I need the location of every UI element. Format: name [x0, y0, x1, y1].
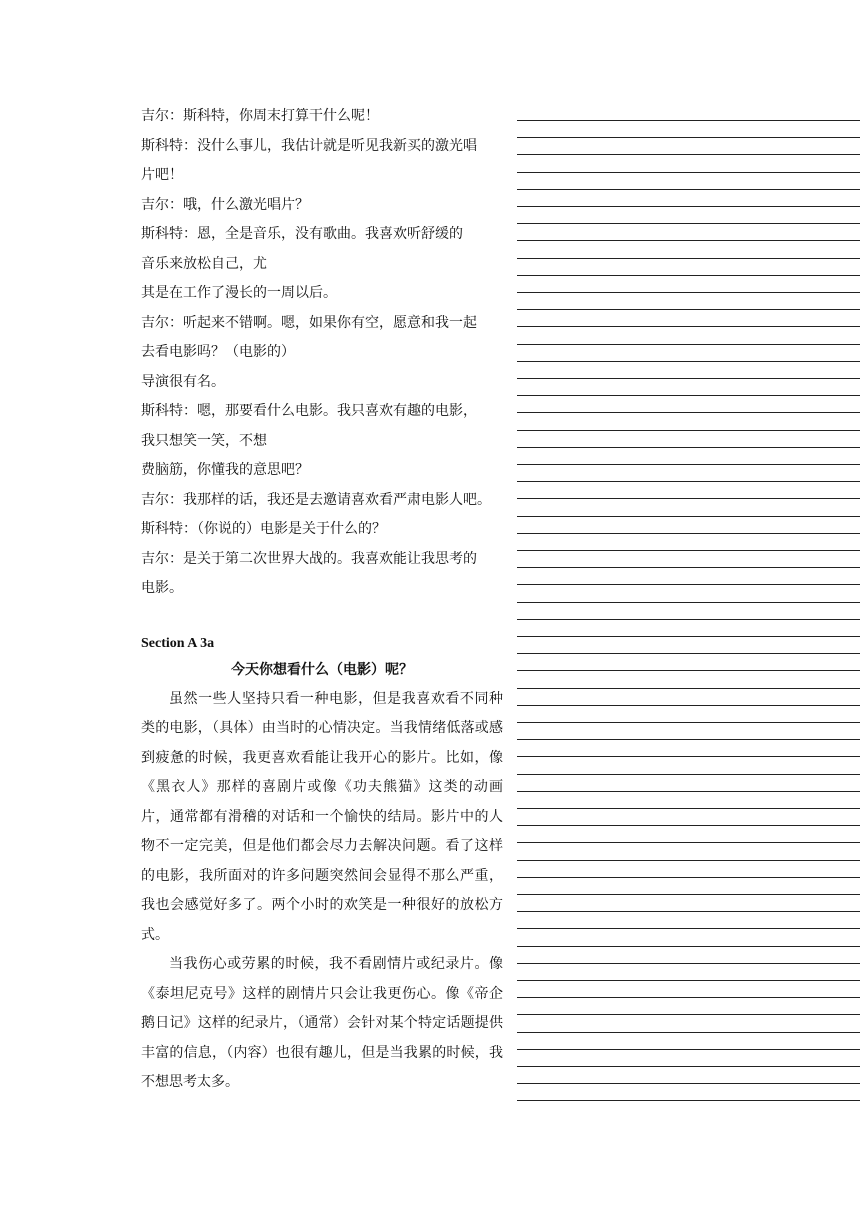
writing-line [517, 326, 860, 327]
writing-line [517, 430, 860, 431]
writing-line [517, 344, 860, 345]
writing-line [517, 189, 860, 190]
writing-line [517, 877, 860, 878]
writing-line [517, 722, 860, 723]
writing-line [517, 1032, 860, 1033]
dialogue-line: 斯科特：恩，全是音乐，没有歌曲。我喜欢听舒缓的 [141, 226, 463, 242]
dialogue-line: 吉尔：听起来不错啊。嗯，如果你有空，愿意和我一起 [141, 314, 477, 331]
writing-line [517, 756, 860, 757]
dialogue [141, 102, 503, 604]
writing-line [517, 1014, 860, 1015]
writing-line [517, 619, 860, 620]
writing-line [517, 911, 860, 912]
writing-line [517, 1066, 860, 1067]
writing-line [517, 172, 860, 173]
writing-line [517, 567, 860, 568]
section-heading: Section A 3a [141, 635, 215, 651]
writing-line [517, 154, 860, 155]
writing-line [517, 550, 860, 551]
passage-paragraph: 虽然一些人坚持只看一种电影，但是我喜欢看不同种类的电影，（具体）由当时的心情决定。当我情绪低落或感到疲惫的时候，我更喜欢看能让我开心的影片。比如，像《黑衣人》那样的喜剧片或像《功夫熊猫》这类的动画片，通常都有滑稽的对话和一个愉快的结局。影片中的人物不一定完美，但是他们都会尽力去解决问题。看了这样的电影，我所面对的许多问题突然间会显得不那么严重，我也会感觉好多了。两个小时的欢笑是一种很好的放松方式。 [141, 690, 503, 943]
writing-line [517, 137, 860, 138]
writing-line [517, 739, 860, 740]
dialogue-line: 斯科特：嗯，那要看什么电影。我只喜欢有趣的电影， [141, 403, 477, 419]
dialogue-line: 斯科特：（你说的）电影是关于什么的？ [141, 521, 386, 537]
writing-line [517, 223, 860, 224]
writing-line [517, 1083, 860, 1084]
writing-line [517, 258, 860, 259]
writing-line [517, 464, 860, 465]
writing-line [517, 584, 860, 585]
writing-line [517, 1049, 860, 1050]
writing-line [517, 670, 860, 671]
passage-title: 今天你想看什么（电影）呢？ [231, 661, 413, 678]
writing-line [517, 705, 860, 706]
dialogue-line: 我只想笑一笑，不想 [141, 432, 267, 449]
writing-line [517, 498, 860, 499]
writing-line [517, 361, 860, 362]
writing-line [517, 292, 860, 293]
writing-line [517, 412, 860, 413]
writing-line [517, 928, 860, 929]
writing-line [517, 688, 860, 689]
dialogue-line: 吉尔：是关于第二次世界大战的。我喜欢能让我思考的 [141, 550, 477, 567]
writing-line [517, 309, 860, 310]
writing-line [517, 808, 860, 809]
dialogue-line: 电影。 [141, 580, 183, 596]
writing-line [517, 533, 860, 534]
dialogue-line: 去看电影吗？（电影的） [141, 344, 295, 360]
writing-line [517, 481, 860, 482]
passage-paragraph: 当我伤心或劳累的时候，我不看剧情片或纪录片。像《泰坦尼克号》这样的剧情片只会让我更伤心。像《帝企鹅日记》这样的纪录片，（通常）会针对某个特定话题提供丰富的信息，（内容）也很有趣儿，但是当我累的时候，我不想思考太多。 [141, 956, 503, 1090]
dialogue-line: 片吧！ [141, 167, 183, 183]
writing-line [517, 980, 860, 981]
dialogue-line: 其是在工作了漫长的一周以后。 [141, 285, 337, 301]
dialogue-line: 吉尔：斯科特，你周末打算干什么呢！ [141, 108, 379, 124]
writing-line [517, 636, 860, 637]
writing-line [517, 516, 860, 517]
writing-line [517, 997, 860, 998]
writing-line [517, 206, 860, 207]
dialogue-line: 导演很有名。 [141, 373, 225, 390]
dialogue-line: 斯科特：没什么事儿，我估计就是听见我新买的激光唱 [141, 137, 477, 154]
writing-line [517, 1100, 860, 1101]
writing-line [517, 447, 860, 448]
writing-line [517, 378, 860, 379]
writing-line [517, 963, 860, 964]
dialogue-line: 吉尔：哦，什么激光唱片？ [141, 196, 309, 213]
dialogue-line: 吉尔：我那样的话，我还是去邀请喜欢看严肃电影人吧。 [141, 491, 491, 508]
dialogue-line: 费脑筋，你懂我的意思吧？ [141, 462, 309, 478]
writing-line [517, 774, 860, 775]
writing-line [517, 825, 860, 826]
writing-line [517, 602, 860, 603]
writing-line [517, 653, 860, 654]
writing-line [517, 120, 860, 121]
writing-line [517, 946, 860, 947]
writing-line [517, 275, 860, 276]
dialogue-line: 音乐来放松自己，尤 [141, 255, 267, 272]
writing-line [517, 395, 860, 396]
writing-line [517, 240, 860, 241]
chinese-text-column [141, 102, 503, 1098]
writing-line [517, 894, 860, 895]
writing-line [517, 842, 860, 843]
writing-line [517, 791, 860, 792]
writing-line [517, 860, 860, 861]
